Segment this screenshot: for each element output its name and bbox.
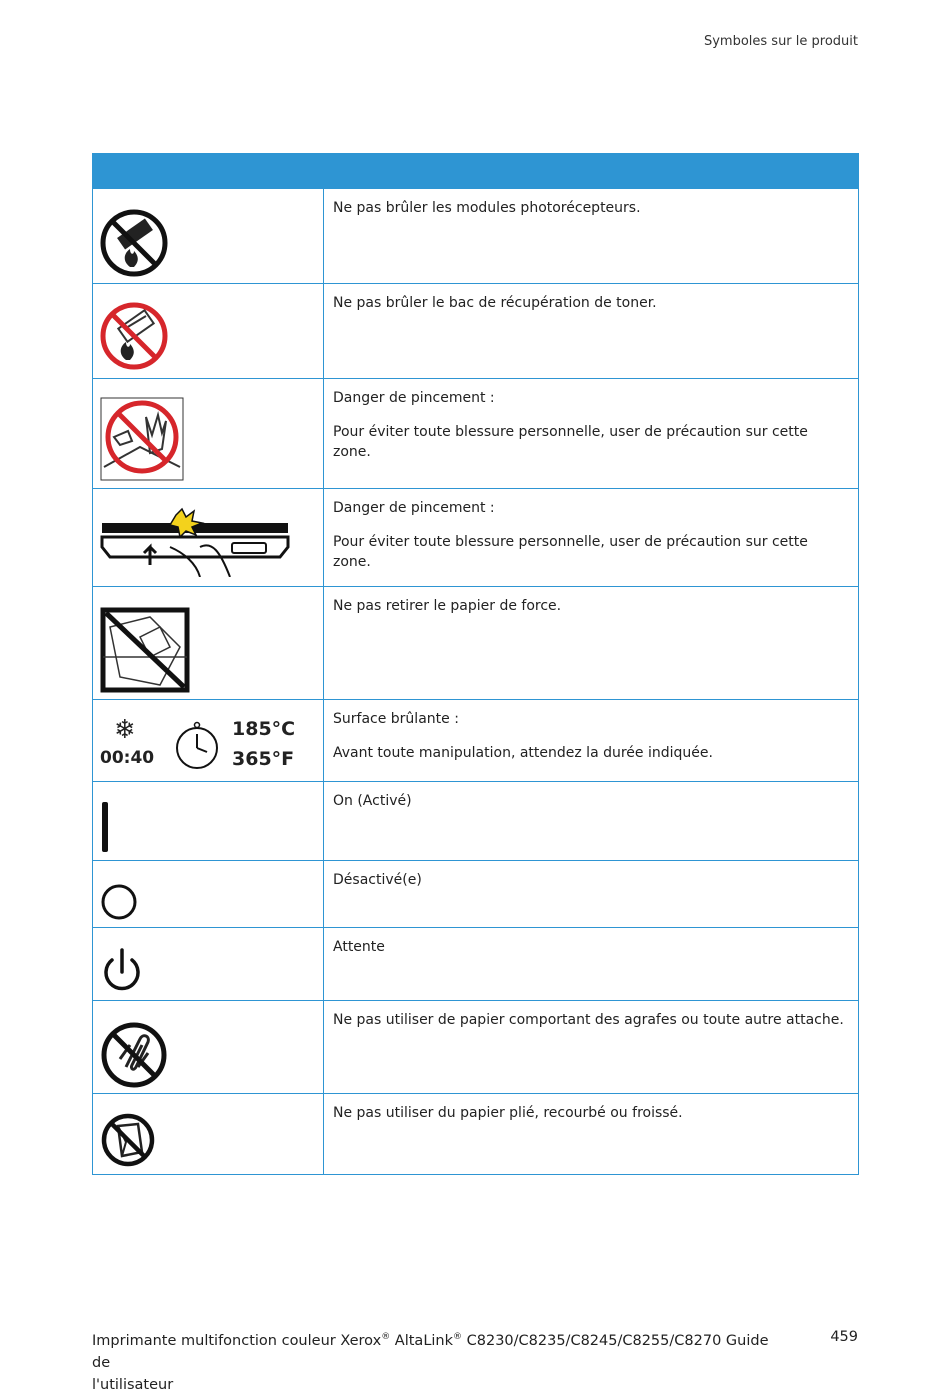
snowflake-icon: ❄ bbox=[114, 715, 136, 745]
row-text: Avant toute manipulation, attendez la durée indiquée. bbox=[333, 745, 713, 761]
registered-mark: ® bbox=[453, 1332, 463, 1342]
document-footer bbox=[92, 1326, 772, 1396]
standby-icon bbox=[100, 948, 144, 994]
symbols-table bbox=[92, 153, 859, 1175]
table-row bbox=[93, 587, 859, 700]
running-header: Symboles sur le produit bbox=[703, 34, 858, 49]
hot-surface-timer-icon bbox=[100, 715, 300, 778]
table-row bbox=[93, 379, 859, 489]
no-staples-clips-icon bbox=[100, 1021, 168, 1089]
power-off-icon bbox=[100, 883, 140, 923]
row-text: Ne pas brûler les modules photorécepteurs. bbox=[333, 200, 641, 216]
pinch-hazard-lid-icon bbox=[100, 507, 292, 577]
footer-text: l'utilisateur bbox=[92, 1376, 174, 1393]
row-text: Pour éviter toute blessure personnelle, user de précaution sur cette zone. bbox=[333, 424, 808, 460]
row-text: Ne pas utiliser de papier comportant des agrafes ou toute autre attache. bbox=[333, 1012, 844, 1028]
table-row bbox=[93, 284, 859, 379]
row-text: Désactivé(e) bbox=[333, 872, 422, 888]
clock-icon bbox=[172, 720, 222, 770]
no-burn-drum-cartridge-icon bbox=[100, 209, 168, 277]
table-row bbox=[93, 782, 859, 861]
row-text: Pour éviter toute blessure personnelle, user de précaution sur cette zone. bbox=[333, 534, 808, 570]
no-force-paper-removal-icon bbox=[100, 607, 190, 693]
page-number: 459 bbox=[830, 1329, 858, 1345]
no-burn-waste-toner-icon bbox=[100, 302, 168, 370]
footer-text: Imprimante multifonction couleur Xerox bbox=[92, 1332, 382, 1349]
table-row bbox=[93, 861, 859, 928]
row-text: Surface brûlante : bbox=[333, 711, 459, 727]
table-row bbox=[93, 189, 859, 284]
table-row bbox=[93, 1001, 859, 1094]
table-row bbox=[93, 1094, 859, 1175]
table-header-row bbox=[93, 154, 859, 189]
no-folded-paper-icon bbox=[100, 1112, 156, 1168]
power-on-icon bbox=[100, 802, 112, 854]
row-text: Ne pas utiliser du papier plié, recourbé ou froissé. bbox=[333, 1105, 683, 1121]
table-row bbox=[93, 928, 859, 1001]
temperature-fahrenheit: 365°F bbox=[232, 748, 295, 770]
timer-text: 00:40 bbox=[100, 748, 155, 768]
row-text: Attente bbox=[333, 939, 385, 955]
row-text: Ne pas retirer le papier de force. bbox=[333, 598, 562, 614]
table-row bbox=[93, 700, 859, 782]
row-text: Danger de pincement : bbox=[333, 500, 495, 516]
pinch-hazard-no-hand-icon bbox=[100, 397, 184, 481]
registered-mark: ® bbox=[381, 1332, 391, 1342]
footer-text: C8230/C8235/C8245/C8255/C8270 Guide de bbox=[92, 1332, 769, 1371]
row-text: On (Activé) bbox=[333, 793, 412, 809]
row-text: Danger de pincement : bbox=[333, 390, 495, 406]
row-text: Ne pas brûler le bac de récupération de toner. bbox=[333, 295, 657, 311]
table-row bbox=[93, 489, 859, 587]
temperature-celsius: 185°C bbox=[232, 718, 296, 740]
footer-text: AltaLink bbox=[390, 1332, 454, 1349]
